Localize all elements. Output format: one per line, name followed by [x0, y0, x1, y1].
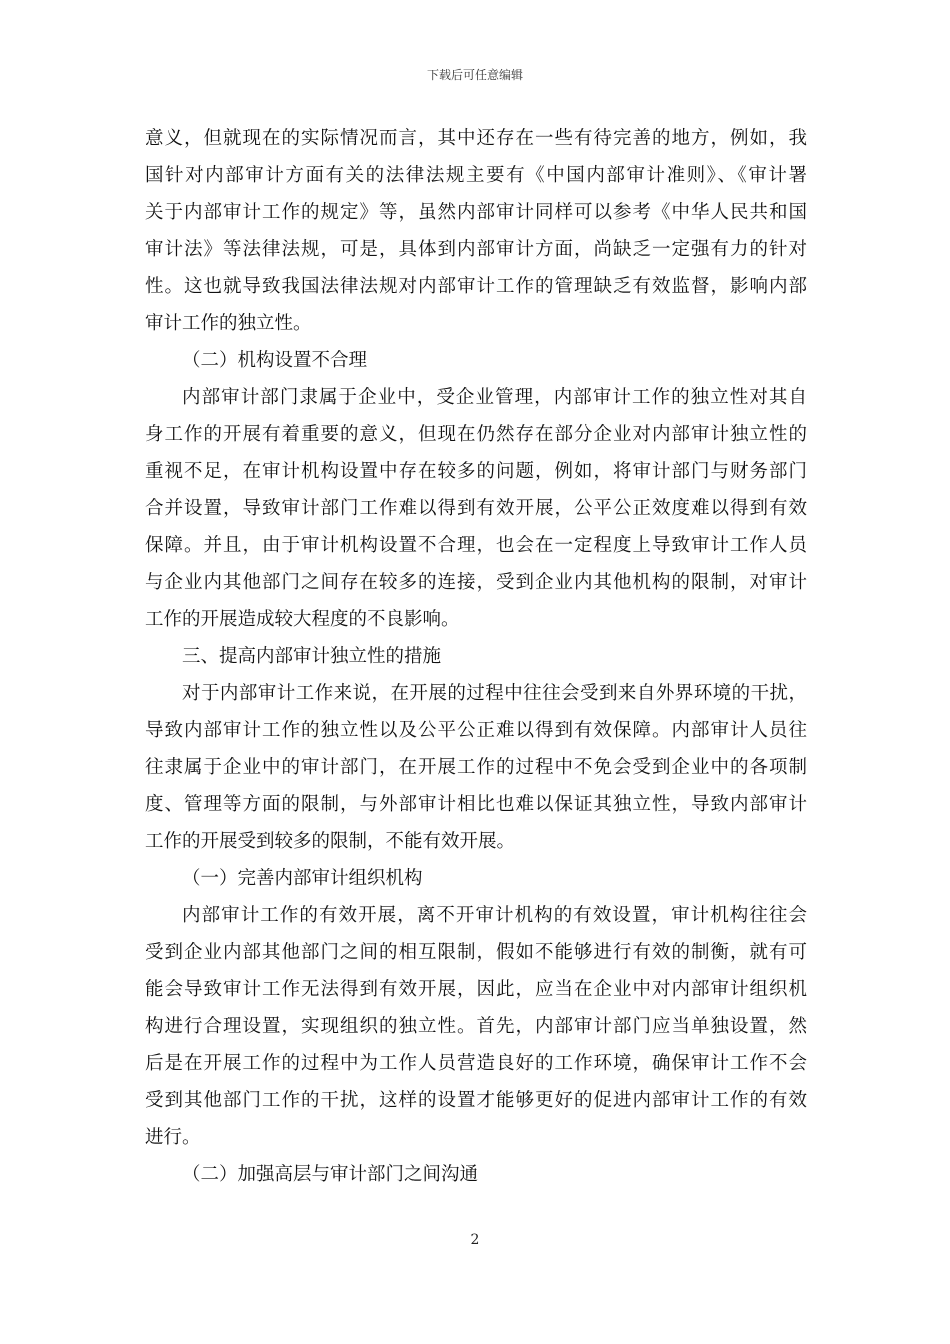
text-line: 合并设置，导致审计部门工作难以得到有效开展，公平公正效度难以得到有效	[145, 498, 807, 519]
text-line: 后是在开展工作的过程中为工作人员营造良好的工作环境，确保审计工作不会	[145, 1053, 807, 1074]
text-line: 与企业内其他部门之间存在较多的连接，受到企业内其他机构的限制，对审计	[145, 572, 807, 593]
section-heading: （一）完善内部审计组织机构	[182, 868, 423, 889]
text-line: 国针对内部审计方面有关的法律法规主要有《中国内部审计准则》、《审计署	[145, 165, 807, 186]
text-line: 工作的开展造成较大程度的不良影响。	[145, 609, 460, 630]
section-heading: （二）加强高层与审计部门之间沟通	[182, 1164, 479, 1185]
page-header: 下载后可任意编辑	[426, 68, 523, 82]
text-line: 审计法》等法律法规，可是，具体到内部审计方面，尚缺乏一定强有力的针对	[145, 239, 807, 260]
text-line: 工作的开展受到较多的限制，不能有效开展。	[145, 831, 516, 852]
document-body	[145, 120, 807, 1193]
text-line: 导致内部审计工作的独立性以及公平公正难以得到有效保障。内部审计人员往	[145, 720, 807, 741]
text-line: 度、管理等方面的限制，与外部审计相比也难以保证其独立性，导致内部审计	[145, 794, 807, 815]
text-line: 关于内部审计工作的规定》等，虽然内部审计同样可以参考《中华人民共和国	[145, 202, 807, 223]
text-line: 受到企业内部其他部门之间的相互限制，假如不能够进行有效的制衡，就有可	[145, 942, 807, 963]
section-heading: 三、提高内部审计独立性的措施	[182, 646, 442, 667]
text-line: 构进行合理设置，实现组织的独立性。首先，内部审计部门应当单独设置，然	[145, 1016, 807, 1037]
section-heading: （二）机构设置不合理	[182, 350, 368, 371]
text-line: 对于内部审计工作来说，在开展的过程中往往会受到来自外界环境的干扰，	[182, 683, 807, 704]
text-line: 内部审计部门隶属于企业中，受企业管理，内部审计工作的独立性对其自	[182, 387, 807, 408]
text-line: 受到其他部门工作的干扰，这样的设置才能够更好的促进内部审计工作的有效	[145, 1090, 807, 1111]
page-number: 2	[470, 1232, 480, 1248]
text-line: 进行。	[145, 1127, 201, 1148]
text-line: 重视不足，在审计机构设置中存在较多的问题，例如，将审计部门与财务部门	[145, 461, 807, 482]
text-line: 能会导致审计工作无法得到有效开展，因此，应当在企业中对内部审计组织机	[145, 979, 807, 1000]
text-line: 内部审计工作的有效开展，离不开审计机构的有效设置，审计机构往往会	[182, 905, 807, 926]
text-line: 往隶属于企业中的审计部门，在开展工作的过程中不免会受到企业中的各项制	[145, 757, 807, 778]
text-line: 性。这也就导致我国法律法规对内部审计工作的管理缺乏有效监督，影响内部	[145, 276, 807, 297]
text-line: 身工作的开展有着重要的意义，但现在仍然存在部分企业对内部审计独立性的	[145, 424, 807, 445]
text-line: 意义，但就现在的实际情况而言，其中还存在一些有待完善的地方，例如，我	[145, 128, 807, 149]
text-line: 保障。并且，由于审计机构设置不合理，也会在一定程度上导致审计工作人员	[145, 535, 807, 556]
text-line: 审计工作的独立性。	[145, 313, 312, 334]
